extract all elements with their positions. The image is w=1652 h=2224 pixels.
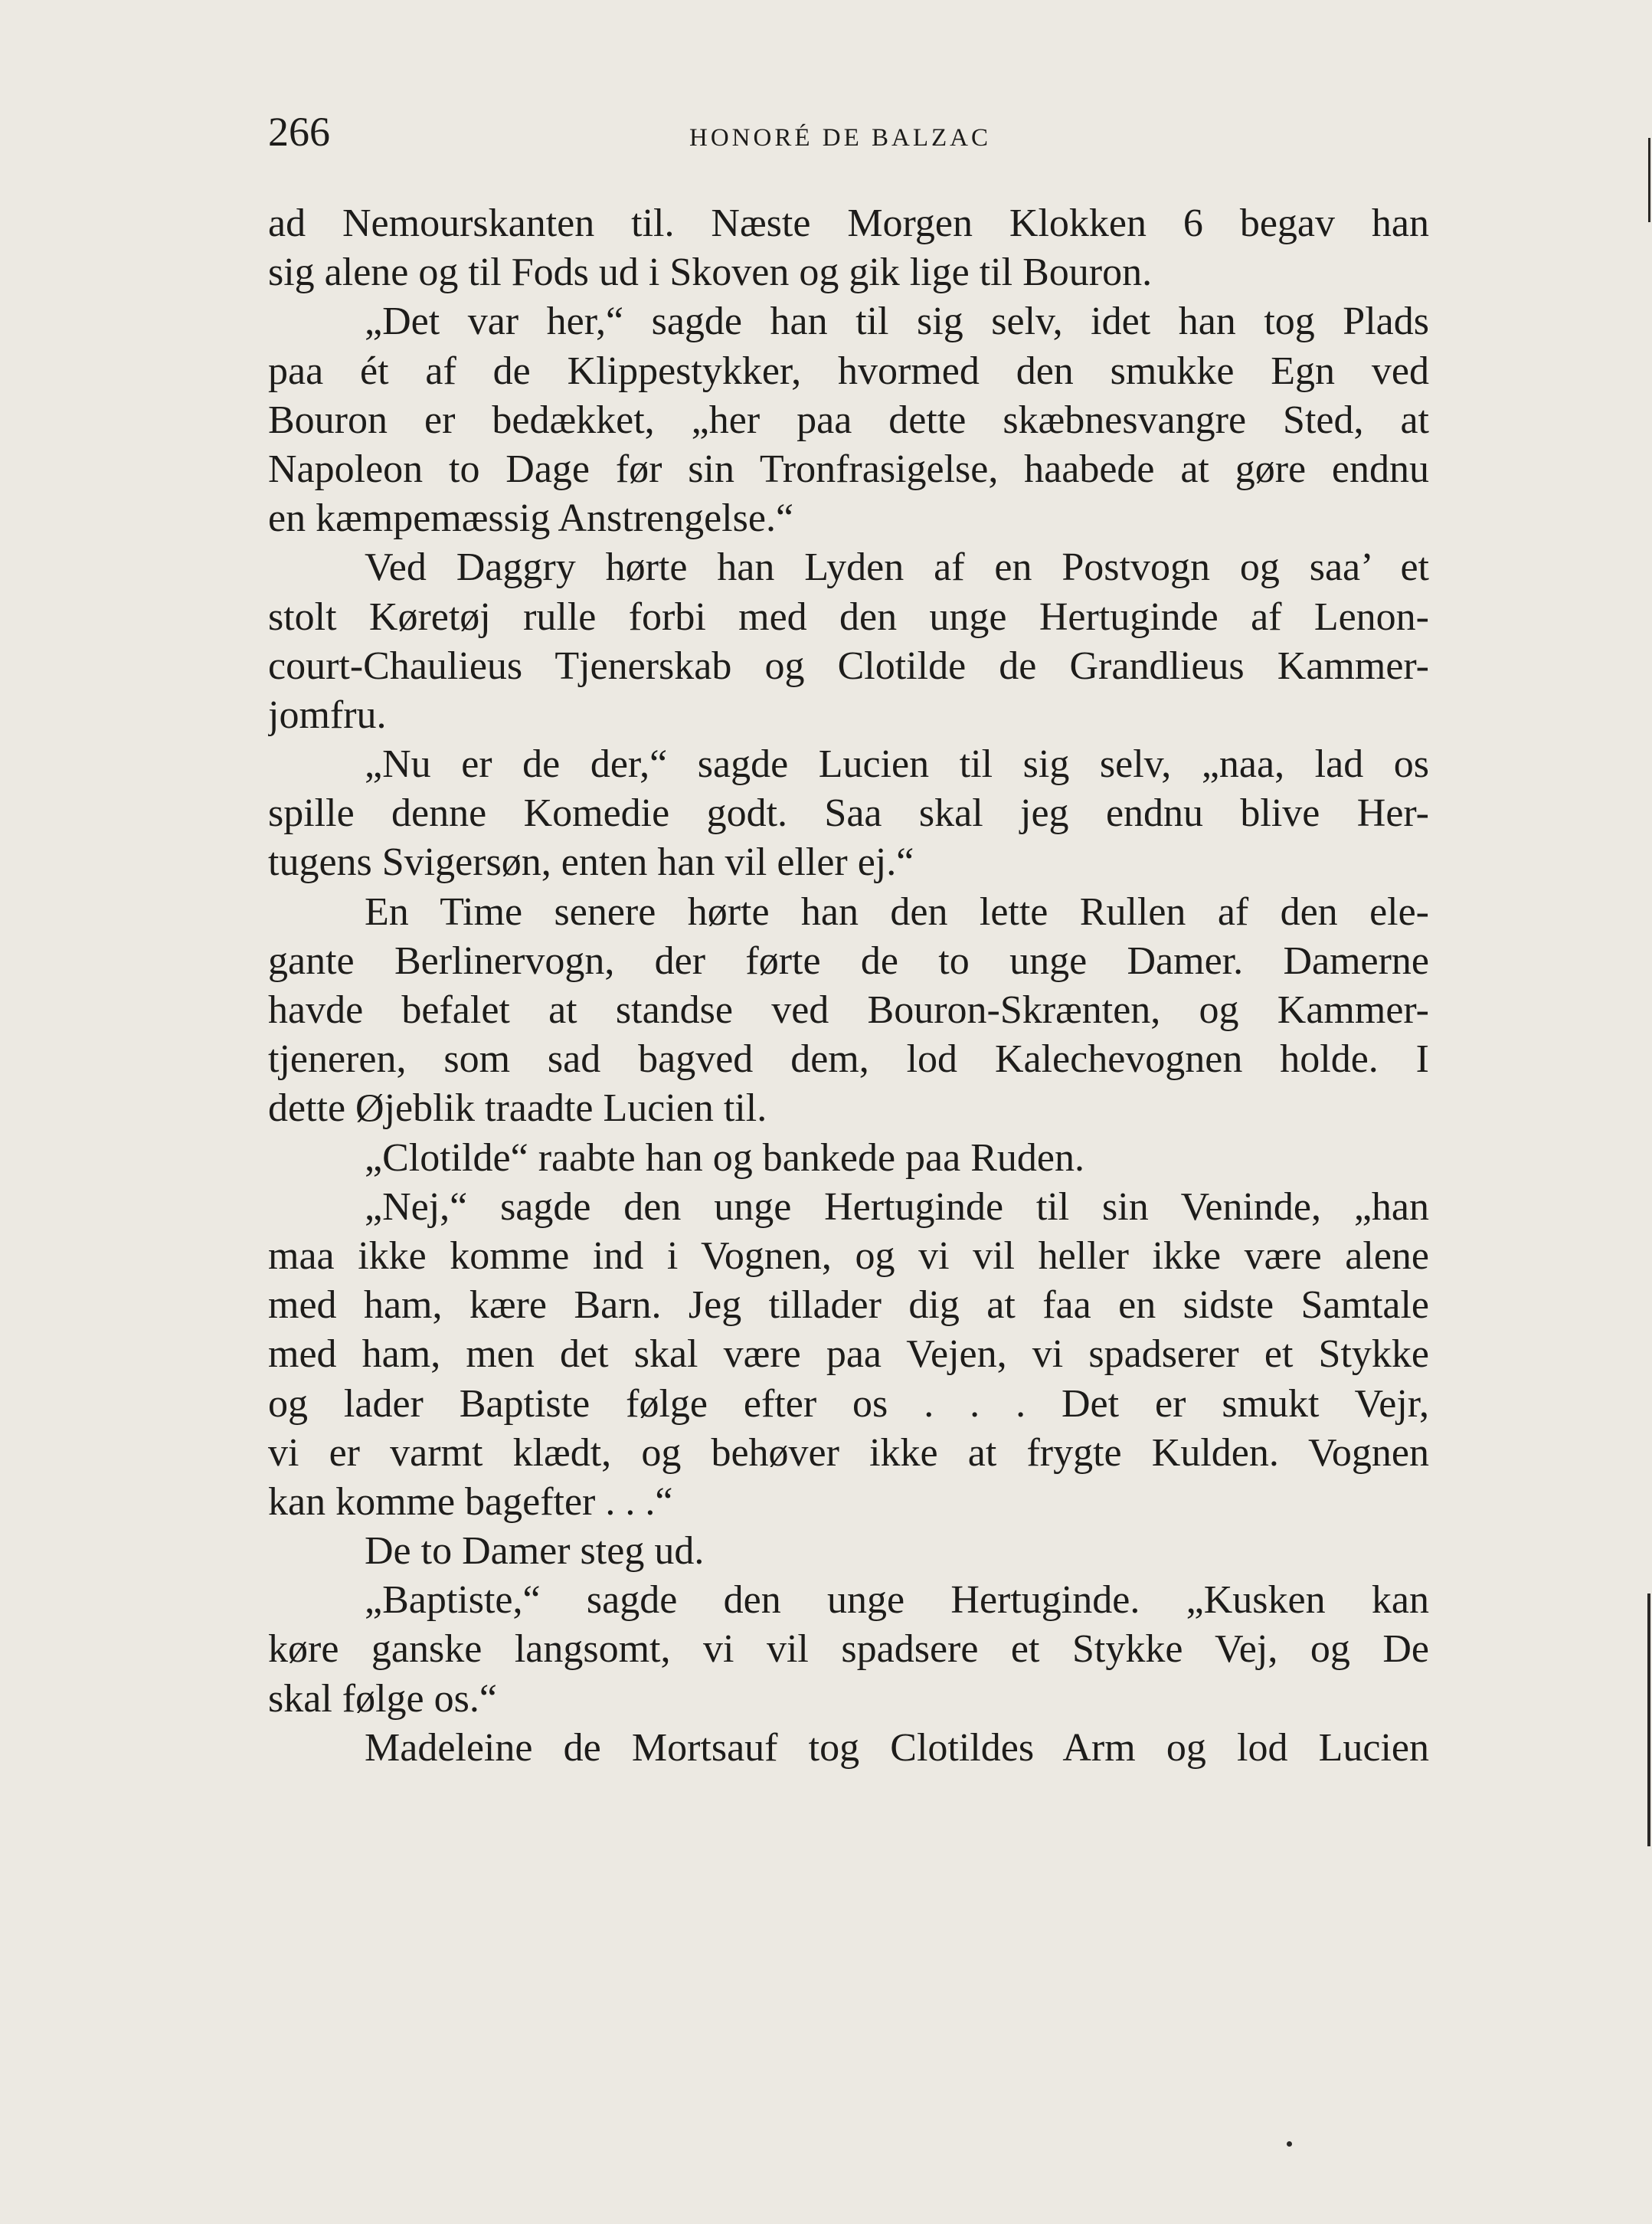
text-line: skal følge os.“ xyxy=(268,1676,497,1721)
text-line: tugens Svigersøn, enten han vil eller ej.“ xyxy=(268,840,914,885)
running-head: HONORÉ DE BALZAC xyxy=(689,124,991,152)
text-line: havde befalet at standse ved Bouron-Skrænten, og Kammer- xyxy=(268,988,1429,1032)
text-line: „Det var her,“ sagde han til sig selv, idet han tog Plads xyxy=(365,300,1429,344)
text-line: køre ganske langsomt, vi vil spadsere et Stykke Vej, og De xyxy=(268,1627,1429,1672)
text-line: med ham, men det skal være paa Vejen, vi spadserer et Stykke xyxy=(268,1332,1429,1377)
text-line: tjeneren, som sad bagved dem, lod Kalechevognen holde. I xyxy=(268,1037,1429,1082)
text-line: stolt Køretøj rulle forbi med den unge Hertuginde af Lenon- xyxy=(268,594,1429,639)
text-line: jomfru. xyxy=(268,693,387,737)
text-line: kan komme bagefter . . .“ xyxy=(268,1479,673,1524)
page-edge-mark xyxy=(1647,1593,1650,1846)
page-edge-mark xyxy=(1287,2141,1292,2147)
text-line: Ved Daggry hørte han Lyden af en Postvogn og saa’ et xyxy=(365,545,1429,590)
text-line: ad Nemourskanten til. Næste Morgen Klokken 6 begav han xyxy=(268,201,1429,245)
text-line: sig alene og til Fods ud i Skoven og gik lige til Bouron. xyxy=(268,251,1153,295)
text-line: maa ikke komme ind i Vognen, og vi vil heller ikke være alene xyxy=(268,1233,1429,1278)
text-line: „Nu er de der,“ sagde Lucien til sig selv, „naa, lad os xyxy=(365,742,1429,787)
text-line: De to Damer steg ud. xyxy=(365,1529,705,1574)
text-line: gante Berlinervogn, der førte de to unge Damer. Damerne xyxy=(268,938,1429,983)
text-line: court-Chaulieus Tjenerskab og Clotilde de Grandlieus Kammer- xyxy=(268,644,1429,688)
text-line: En Time senere hørte han den lette Rullen af den ele- xyxy=(365,889,1429,934)
text-line: spille denne Komedie godt. Saa skal jeg endnu blive Her- xyxy=(268,791,1429,836)
page-number: 266 xyxy=(268,109,330,155)
text-line: vi er varmt klædt, og behøver ikke at frygte Kulden. Vognen xyxy=(268,1430,1429,1475)
text-line: „Clotilde“ raabte han og bankede paa Ruden. xyxy=(365,1135,1084,1180)
text-line: Madeleine de Mortsauf tog Clotildes Arm og lod Lucien xyxy=(365,1725,1429,1770)
text-line: og lader Baptiste følge efter os . . . Det er smukt Vejr, xyxy=(268,1381,1429,1426)
body-text xyxy=(268,199,1429,1773)
text-line: „Nej,“ sagde den unge Hertuginde til sin Veninde, „han xyxy=(365,1184,1429,1229)
text-line: en kæmpemæssig Anstrengelse.“ xyxy=(268,496,794,541)
text-line: dette Øjeblik traadte Lucien til. xyxy=(268,1086,767,1131)
text-line: Napoleon to Dage før sin Tronfrasigelse, haabede at gøre endnu xyxy=(268,447,1429,491)
text-line: Bouron er bedækket, „her paa dette skæbnesvangre Sted, at xyxy=(268,398,1429,442)
text-line: paa ét af de Klippestykker, hvormed den smukke Egn ved xyxy=(268,349,1429,393)
text-line: med ham, kære Barn. Jeg tillader dig at faa en sidste Samtale xyxy=(268,1283,1429,1328)
text-line: „Baptiste,“ sagde den unge Hertuginde. „Kusken kan xyxy=(365,1578,1429,1623)
page-edge-mark xyxy=(1648,138,1650,222)
